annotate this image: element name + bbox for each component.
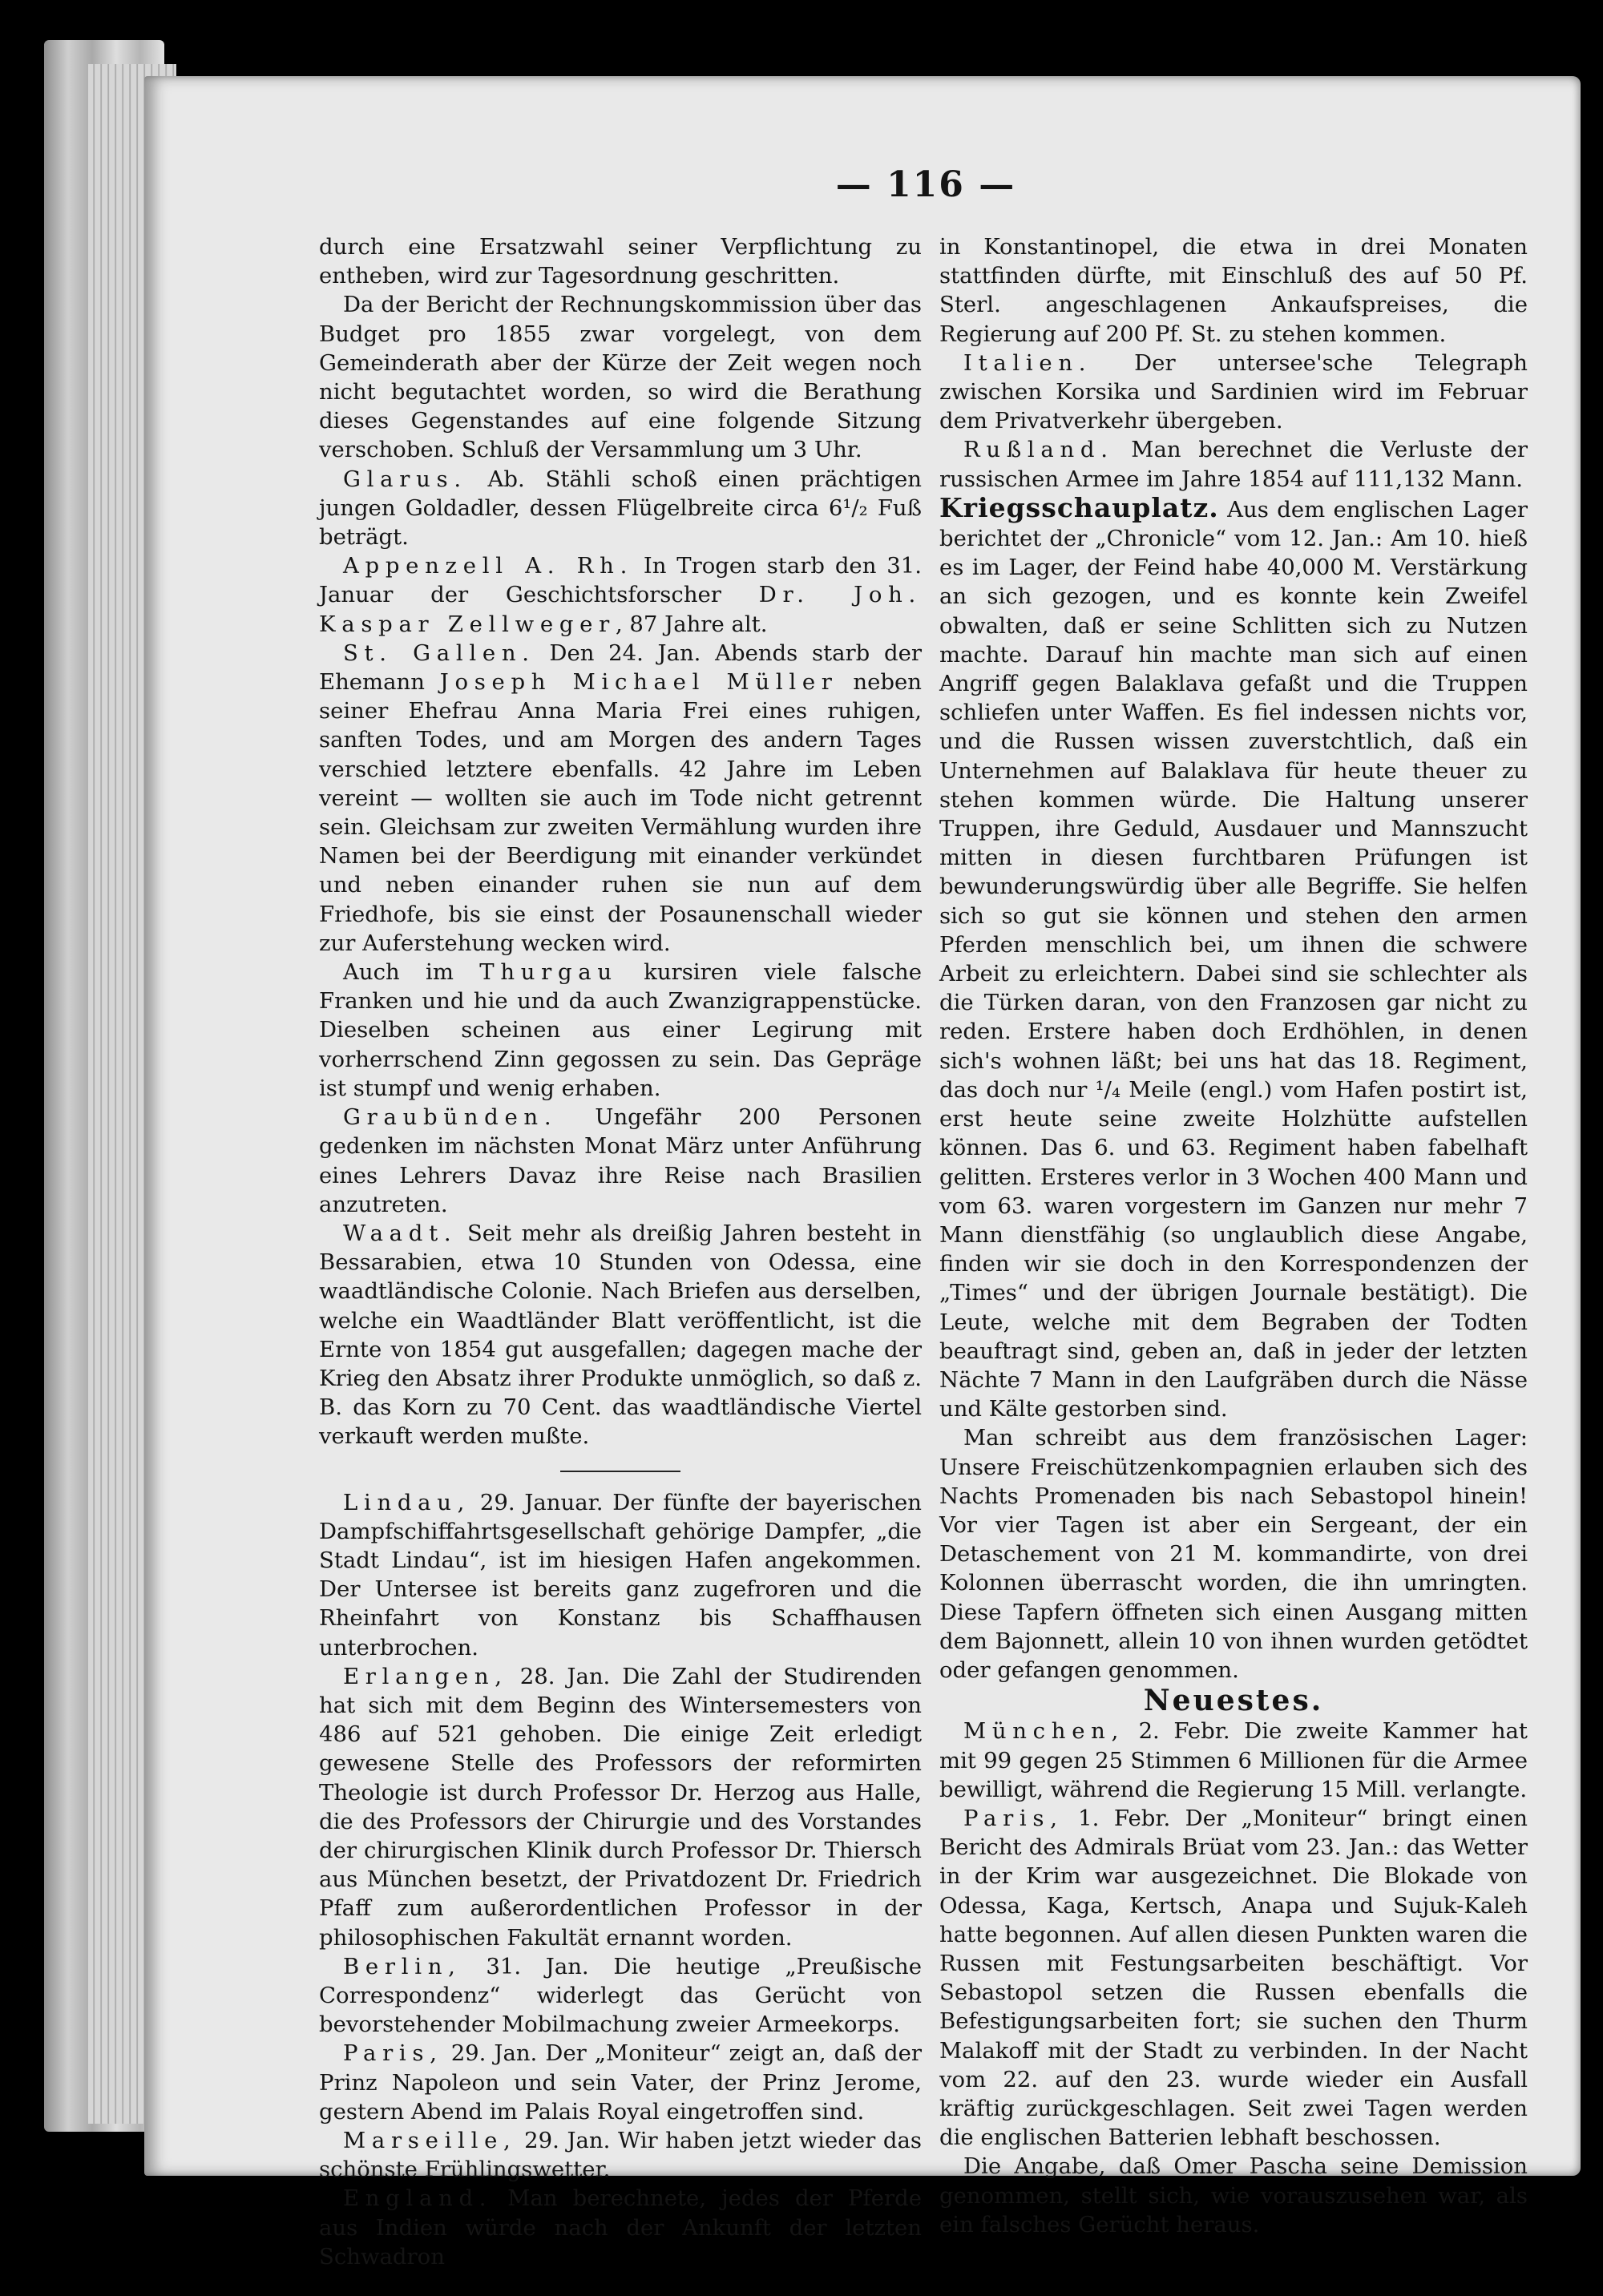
news-item-russland: [939, 435, 1528, 493]
paragraph: durch eine Ersatzwahl seiner Verpflichtung zu entheben, wird zur Tagesordnung geschritten.: [319, 234, 922, 289]
news-text: , 87 Jahre alt.: [615, 611, 768, 637]
place-name: Appenzell A. Rh.: [343, 553, 634, 579]
news-text: Ungefähr 200 Personen gedenken im nächsten Monat März unter Anführung eines Lehrers Davaz ihre Reise nach Brasilien anzutreten.: [319, 1104, 922, 1217]
news-item-erlangen: [319, 1662, 922, 1952]
news-text: In Trogen starb den 31. Januar der Geschichtsforscher: [319, 553, 922, 608]
news-item-italien: [939, 349, 1528, 436]
news-item-lindau: [319, 1488, 922, 1662]
place-name: Paris,: [343, 2040, 443, 2067]
news-item-stgallen: [319, 639, 922, 958]
news-text: Der untersee'sche Telegraph zwischen Korsika und Sardinien wird im Februar dem Privatverkehr übergeben.: [939, 349, 1528, 434]
news-text: 29. Jan. Der „Moniteur“ zeigt an, daß der Prinz Napoleon und sein Vater, der Prinz Jerome, gestern Abend im Palais Royal eingetroffen sind.: [319, 2040, 922, 2125]
news-text: neben seiner Ehefrau Anna Maria Frei eines ruhigen, sanften Todes, und am Morgen des andern Tages verschied letztere ebenfalls. 42 Jahre im Leben vereint — wollten sie auch im Tode nicht getrennt sein. Gleichsam zur zweiten Vermählung wurden ihre Namen bei der Beerdigung mit einander verkündet und neben einander ruhen sie nun auf dem Friedhofe, bis sie einst der Posaunenschall wieder zur Auferstehung wecken wird.: [319, 669, 922, 956]
person-name: Joseph Michael Müller: [439, 669, 838, 696]
place-name: Graubünden.: [343, 1104, 558, 1131]
news-item-muenchen: [939, 1717, 1528, 1804]
place-name: Waadt.: [343, 1220, 458, 1246]
news-text: 28. Jan. Die Zahl der Studirenden hat sich mit dem Beginn des Wintersemesters von 486 auf 521 gehoben. Die einige Zeit erledigt gewesene Stelle des Professors der reformirten Theologie ist durch Professor Dr. Herzog aus Halle, die des Professors der Chirurgie und des Vorstandes der chirurgischen Klinik durch Professor Dr. Thiersch aus München besetzt, der Privatdozent Dr. Friedrich Pfaff zum außerordentlichen Professor in der philosophischen Fakultät ernannt worden.: [319, 1663, 923, 1951]
news-text: kursiren viele falsche Franken und hie und da auch Zwanzigrappenstücke. Dieselben scheinen aus einer Legirung mit vorherrschend Zinn gegossen zu sein. Das Gepräge ist stumpf und wenig erhaben.: [319, 959, 922, 1101]
place-name: Erlangen,: [343, 1663, 508, 1689]
news-text: Aus dem englischen Lager berichtet der „Chronicle“ vom 12. Jan.: Am 10. hieß es im Lager, der Feind habe 40,000 M. Verstärkung an sich gezogen, und es konnte kein Zweifel obwalten, daß er seine Schlitten sich zu Nutzen machte. Darauf hin machte man sich auf einen Angriff gegen Balaklava gefaßt und die Truppen schliefen unter Waffen. Es fiel indessen nichts vor, und die Russen wissen zuverstchtlich, daß ein Unternehmen auf Balaklava für heute theuer zu stehen kommen würde. Die Haltung unserer Truppen, ihre Geduld, Ausdauer und Mannszucht mitten in diesen furchtbaren Prüfungen ist bewunderungswürdig über alle Begriffe. Sie helfen sich so gut sie können und stehen den armen Pferden menschlich bei, um ihnen die schwere Arbeit zu erleichtern. Dabei sind sie schlechter als die Türken daran, von den Franzosen gar nicht zu reden. Erstere haben doch Erdhöhlen, in denen sich's wohnen läßt; bei uns hat das 18. Regiment, das doch nur ¹/₄ Meile (engl.) vom Hafen postirt ist, erst heute seine zweite Holzhütte aufstellen können. Das 6. und 63. Regiment haben fabelhaft gelitten. Ersteres verlor in 3 Wochen 400 Mann und vom 63. waren vorgestern im Ganzen nur mehr 7 Mann dienstfähig (so unglaublich diese Angabe, finden wir sie doch in den Korrespondenzen der „Times“ und der übrigen Journale bestätigt). Die Leute, welche mit dem Begraben der Todten beauftragt sind, geben an, daß in jeder der letzten Nächte 7 Mann in den Laufgräben durch die Nässe und Kälte gestorben sind.: [939, 496, 1528, 1422]
paragraph: in Konstantinopel, die etwa in drei Monaten stattfinden dürfte, mit Einschluß des auf 50 Pf. Sterl. angeschlagenen Ankaufspreises, die Regierung auf 200 Pf. St. zu stehen kommen.: [939, 234, 1528, 347]
section-heading: Kriegsschauplatz.: [939, 491, 1219, 523]
left-column: [319, 232, 922, 2271]
section-title: Neuestes.: [1143, 1684, 1324, 1718]
person-name: Dr. Joh. Kaspar Zellweger: [319, 582, 922, 637]
news-item-paris: [319, 2039, 922, 2126]
section-divider: [560, 1471, 680, 1472]
place-name: Rußland.: [963, 437, 1114, 463]
news-item-berlin: [319, 1952, 922, 2040]
news-text: Man berechnete, jedes der Pferde aus Indien würde nach der Ankunft der letzten Schwadron: [319, 2185, 922, 2270]
place-name: Italien.: [963, 349, 1092, 376]
news-text: 29. Jan. Wir haben jetzt wieder das schönste Frühlingswetter.: [319, 2128, 922, 2183]
news-item-appenzell: [319, 551, 922, 639]
news-text: Den 24. Jan. Abends starb der Ehemann: [319, 640, 922, 696]
news-text: 29. Januar. Der fünfte der bayerischen Dampfschiffahrtsgesellschaft gehörige Dampfer, „die Stadt Lindau“, ist im hiesigen Hafen angekommen. Der Untersee ist bereits ganz zugefroren und die Rheinfahrt von Konstanz bis Schaffhausen unterbrochen.: [319, 1489, 922, 1660]
news-text: Ab. Stähli schoß einen prächtigen jungen Goldadler, dessen Flügelbreite circa 6¹/₂ Fuß beträgt.: [319, 466, 922, 551]
place-name: München,: [963, 1718, 1125, 1745]
place-name: Berlin,: [343, 1953, 462, 1979]
place-name: Lindau,: [343, 1489, 471, 1515]
paragraph: Man schreibt aus dem französischen Lager: Unsere Freischützenkompagnien erlauben sich des Nachts Promenaden bis nach Sebastopol hinein! Vor vier Tagen ist aber ein Sergeant, der ein Detaschement von 21 M. kommandirte, von drei Kolonnen überrascht worden, die ihn umringten. Diese Tapfern öffneten sich einen Ausgang mitten dem Bajonnett, allein 10 von ihnen wurden getödtet oder gefangen genommen.: [939, 1425, 1528, 1683]
place-name: Marseille,: [343, 2128, 517, 2153]
news-text: 1. Febr. Der „Moniteur“ bringt einen Bericht des Admirals Brüat vom 23. Jan.: das Wetter in der Krim war ausgezeichnet. Die Blokade von Odessa, Kaga, Kertsch, Anapa und Sujuk-Kaleh hatte begonnen. Auf allen diesen Punkten waren die Russen mit Festungsarbeiten beschäftigt. Vor Sebastopol setzen die Russen ebenfalls die Befestigungsarbeiten fort; sie suchen den Thurm Malakoff mit der Stadt zu verbinden. In der Nacht vom 22. auf den 23. wurde wieder ein Ausfall kräftig zurückgeschlagen. Seit zwei Tagen werden die englischen Batterien lebhaft beschossen.: [939, 1805, 1528, 2151]
news-text: 2. Febr. Die zweite Kammer hat mit 99 gegen 25 Stimmen 6 Millionen für die Armee bewilligt, während die Regierung 15 Mill. verlangte.: [939, 1718, 1528, 1802]
news-item-kriegsschauplatz: [939, 491, 1528, 1424]
news-item-waadt: [319, 1219, 922, 1451]
paragraph: Die Angabe, daß Omer Pascha seine Demission genommen, stellt sich, wie vorauszusehen war, als ein falsches Gerücht heraus.: [939, 2153, 1528, 2237]
news-item-paris: [939, 1804, 1528, 2152]
place-name: Paris,: [963, 1805, 1064, 1831]
news-item-glarus: [319, 465, 922, 552]
news-item-graubuenden: [319, 1103, 922, 1219]
place-name: St. Gallen.: [343, 640, 535, 666]
place-name: Thurgau: [479, 959, 618, 986]
news-item-thurgau: [319, 958, 922, 1103]
news-text: Auch im: [343, 959, 454, 986]
news-item-marseille: [319, 2126, 922, 2184]
place-name: Glarus.: [343, 466, 467, 492]
news-item-england: [319, 2184, 922, 2271]
place-name: England.: [343, 2185, 493, 2212]
news-text: Man berechnet die Verluste der russischen Armee im Jahre 1854 auf 111,132 Mann.: [939, 437, 1528, 492]
news-text: Seit mehr als dreißig Jahren besteht in Bessarabien, etwa 10 Stunden von Odessa, eine waadtländische Colonie. Nach Briefen aus derselben, welche ein Waadtländer Blatt veröffentlicht, ist die Ernte von 1854 gut ausgefallen; dagegen mache der Krieg den Absatz ihrer Produkte unmöglich, so daß z. B. das Korn zu 70 Cent. das waadtländische Viertel verkauft werden mußte.: [319, 1220, 923, 1450]
news-text: 31. Jan. Die heutige „Preußische Correspondenz“ widerlegt das Gerücht von bevorstehender Mobilmachung zweier Armeekorps.: [319, 1953, 922, 2038]
right-column: [939, 232, 1528, 2239]
page-number: — 116 —: [835, 164, 1016, 205]
paragraph: Da der Bericht der Rechnungskommission über das Budget pro 1855 zwar vorgelegt, von dem Gemeinderath aber der Kürze der Zeit wegen noch nicht begutachtet worden, so wird die Berathung dieses Gegenstandes auf eine folgende Sitzung verschoben. Schluß der Versammlung um 3 Uhr.: [319, 292, 922, 463]
